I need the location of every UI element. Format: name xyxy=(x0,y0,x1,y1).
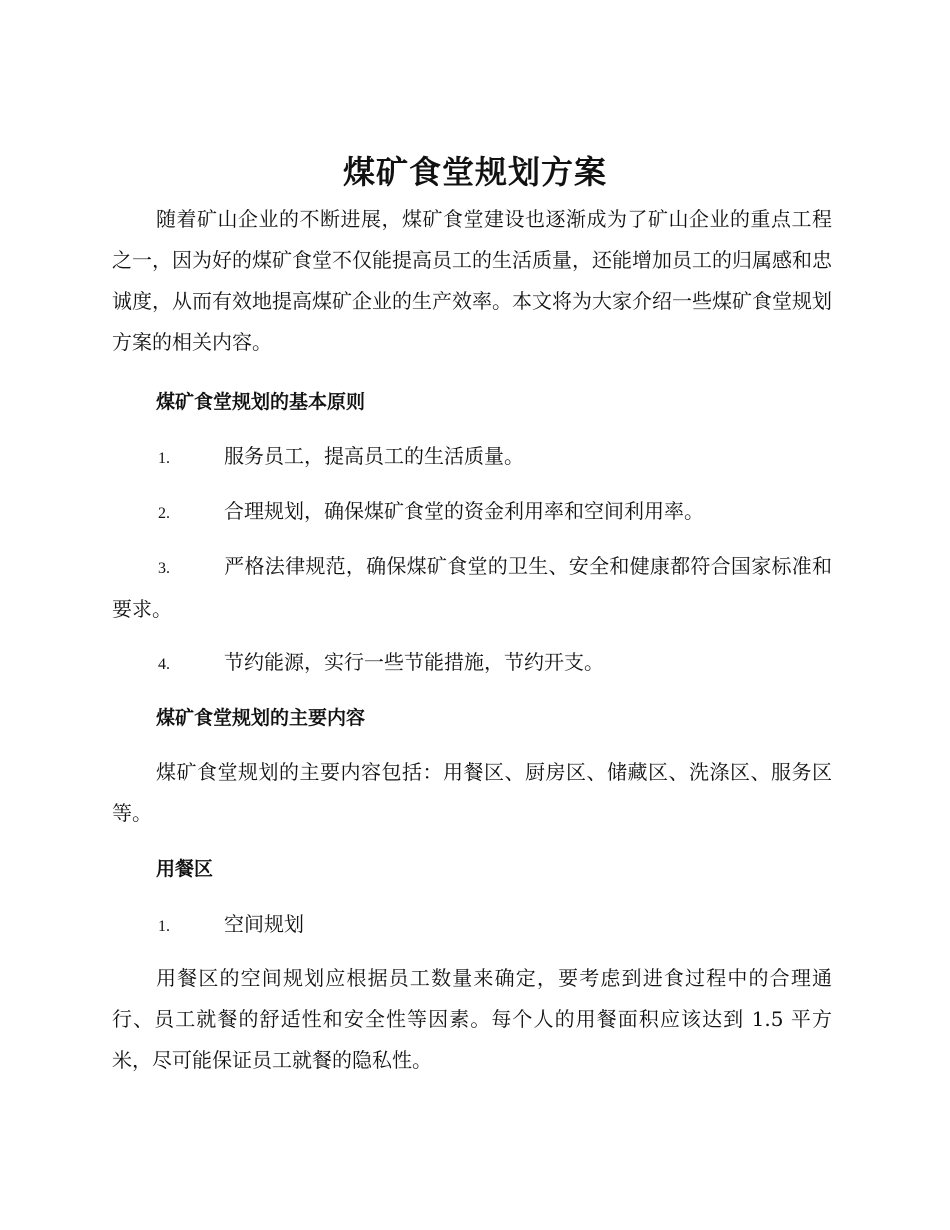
dining-area-paragraph: 用餐区的空间规划应根据员工数量来确定，要考虑到进食过程中的合理通行、员工就餐的舒适性和安全性等因素。每个人的用餐面积应该达到 1.5 平方米，尽可能保证员工就餐的隐私性。 xyxy=(112,966,832,1072)
list-item xyxy=(112,904,832,947)
list-item xyxy=(112,642,832,685)
document-title: 煤矿食堂规划方案 xyxy=(342,153,607,191)
list-item-text: 服务员工，提高员工的生活质量。 xyxy=(224,444,524,468)
list-item xyxy=(112,546,832,630)
section-heading-dining-area: 用餐区 xyxy=(156,858,214,880)
list-item-number: 1. xyxy=(158,450,170,467)
list-item-text: 节约能源，实行一些节能措施，节约开支。 xyxy=(224,650,604,674)
list-item xyxy=(112,436,832,479)
list-item-text: 严格法律规范，确保煤矿食堂的卫生、安全和健康都符合国家标准和要求。 xyxy=(112,554,832,621)
list-item-number: 1. xyxy=(158,918,170,935)
list-item xyxy=(112,491,832,534)
list-item-number: 3. xyxy=(158,560,170,577)
list-item-text: 空间规划 xyxy=(224,912,304,936)
list-item-number: 2. xyxy=(158,505,170,522)
list-item-number: 4. xyxy=(158,656,170,673)
list-item-text: 合理规划，确保煤矿食堂的资金利用率和空间利用率。 xyxy=(224,499,704,523)
section-heading-main-content: 煤矿食堂规划的主要内容 xyxy=(156,707,366,729)
intro-paragraph: 随着矿山企业的不断进展，煤矿食堂建设也逐渐成为了矿山企业的重点工程之一，因为好的煤矿食堂不仅能提高员工的生活质量，还能增加员工的归属感和忠诚度，从而有效地提高煤矿企业的生产效率。本文将为大家介绍一些煤矿食堂规划方案的相关内容。 xyxy=(112,207,832,354)
section-heading-principles: 煤矿食堂规划的基本原则 xyxy=(156,391,366,413)
main-content-paragraph: 煤矿食堂规划的主要内容包括：用餐区、厨房区、储藏区、洗涤区、服务区等。 xyxy=(112,760,832,825)
